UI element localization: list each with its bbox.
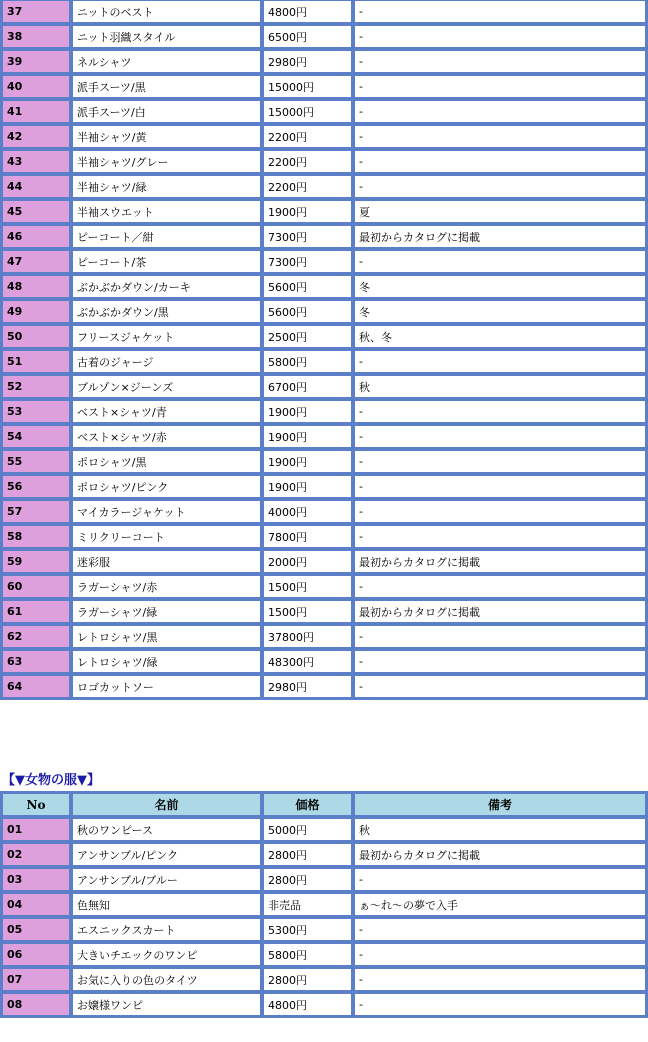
table-row bbox=[2, 375, 646, 398]
table-row bbox=[2, 225, 646, 248]
womens-clothing-table bbox=[0, 791, 648, 1018]
item-price: 1900円 bbox=[263, 400, 352, 423]
item-name: 色無知 bbox=[72, 893, 261, 916]
table-row bbox=[2, 125, 646, 148]
table-row bbox=[2, 993, 646, 1016]
table-row bbox=[2, 843, 646, 866]
table-row bbox=[2, 893, 646, 916]
item-price: 4000円 bbox=[263, 500, 352, 523]
item-name: ブルゾン×ジーンズ bbox=[72, 375, 261, 398]
item-number: 47 bbox=[2, 250, 70, 273]
item-number: 53 bbox=[2, 400, 70, 423]
table-row bbox=[2, 425, 646, 448]
item-note: - bbox=[354, 525, 646, 548]
table-row bbox=[2, 868, 646, 891]
item-price: 2200円 bbox=[263, 125, 352, 148]
table-row bbox=[2, 325, 646, 348]
item-name: ピーコート/茶 bbox=[72, 250, 261, 273]
item-name: ベスト×シャツ/赤 bbox=[72, 425, 261, 448]
table-row bbox=[2, 250, 646, 273]
table-row bbox=[2, 50, 646, 73]
table-row bbox=[2, 150, 646, 173]
item-number: 63 bbox=[2, 650, 70, 673]
item-note: - bbox=[354, 868, 646, 891]
item-number: 56 bbox=[2, 475, 70, 498]
item-number: 43 bbox=[2, 150, 70, 173]
table-row bbox=[2, 400, 646, 423]
table-row bbox=[2, 918, 646, 941]
item-number: 59 bbox=[2, 550, 70, 573]
item-note: - bbox=[354, 150, 646, 173]
item-price: 2980円 bbox=[263, 675, 352, 698]
item-name: フリースジャケット bbox=[72, 325, 261, 348]
table-row bbox=[2, 600, 646, 623]
item-note: - bbox=[354, 918, 646, 941]
item-price: 非売品 bbox=[263, 893, 352, 916]
item-note: - bbox=[354, 675, 646, 698]
item-price: 4800円 bbox=[263, 0, 352, 23]
item-number: 51 bbox=[2, 350, 70, 373]
item-name: ニットのベスト bbox=[72, 0, 261, 23]
item-note: - bbox=[354, 993, 646, 1016]
item-note: - bbox=[354, 500, 646, 523]
table-row bbox=[2, 175, 646, 198]
item-note: - bbox=[354, 968, 646, 991]
item-name: 派手スーツ/白 bbox=[72, 100, 261, 123]
item-price: 1900円 bbox=[263, 200, 352, 223]
item-name: レトロシャツ/緑 bbox=[72, 650, 261, 673]
item-price: 7300円 bbox=[263, 225, 352, 248]
item-price: 5800円 bbox=[263, 350, 352, 373]
table-row bbox=[2, 968, 646, 991]
item-number: 03 bbox=[2, 868, 70, 891]
item-note: - bbox=[354, 425, 646, 448]
item-name: ぶかぶかダウン/黒 bbox=[72, 300, 261, 323]
item-number: 44 bbox=[2, 175, 70, 198]
table-row bbox=[2, 200, 646, 223]
item-number: 08 bbox=[2, 993, 70, 1016]
item-note: - bbox=[354, 943, 646, 966]
table-row bbox=[2, 300, 646, 323]
item-name: お嬢様ワンピ bbox=[72, 993, 261, 1016]
item-name: 古着のジャージ bbox=[72, 350, 261, 373]
table-row bbox=[2, 650, 646, 673]
item-name: ピーコート／紺 bbox=[72, 225, 261, 248]
item-note: - bbox=[354, 350, 646, 373]
item-note: - bbox=[354, 250, 646, 273]
header-price: 価格 bbox=[263, 793, 352, 816]
item-price: 2200円 bbox=[263, 175, 352, 198]
table-row bbox=[2, 100, 646, 123]
item-price: 5000円 bbox=[263, 818, 352, 841]
table-row bbox=[2, 475, 646, 498]
item-number: 50 bbox=[2, 325, 70, 348]
item-name: ぶかぶかダウン/カーキ bbox=[72, 275, 261, 298]
item-number: 61 bbox=[2, 600, 70, 623]
item-number: 60 bbox=[2, 575, 70, 598]
item-price: 2800円 bbox=[263, 968, 352, 991]
item-note: - bbox=[354, 400, 646, 423]
item-name: 大きいチエックのワンピ bbox=[72, 943, 261, 966]
item-note: 冬 bbox=[354, 300, 646, 323]
item-price: 2800円 bbox=[263, 868, 352, 891]
item-number: 54 bbox=[2, 425, 70, 448]
item-number: 38 bbox=[2, 25, 70, 48]
item-note: 秋 bbox=[354, 375, 646, 398]
item-note: - bbox=[354, 625, 646, 648]
item-name: ミリクリーコート bbox=[72, 525, 261, 548]
item-name: ニット羽織スタイル bbox=[72, 25, 261, 48]
header-no: No bbox=[2, 793, 70, 816]
item-price: 37800円 bbox=[263, 625, 352, 648]
item-note: - bbox=[354, 75, 646, 98]
table-row bbox=[2, 575, 646, 598]
item-number: 57 bbox=[2, 500, 70, 523]
item-name: ラガーシャツ/緑 bbox=[72, 600, 261, 623]
item-name: アンサンブル/ブルー bbox=[72, 868, 261, 891]
item-note: 最初からカタログに掲載 bbox=[354, 843, 646, 866]
item-name: ネルシャツ bbox=[72, 50, 261, 73]
item-note: - bbox=[354, 650, 646, 673]
table-header-row bbox=[2, 793, 646, 816]
item-name: 迷彩服 bbox=[72, 550, 261, 573]
item-note: 最初からカタログに掲載 bbox=[354, 550, 646, 573]
item-note: - bbox=[354, 575, 646, 598]
item-note: - bbox=[354, 125, 646, 148]
table-row bbox=[2, 943, 646, 966]
item-price: 1500円 bbox=[263, 600, 352, 623]
item-number: 42 bbox=[2, 125, 70, 148]
item-number: 05 bbox=[2, 918, 70, 941]
item-note: 夏 bbox=[354, 200, 646, 223]
item-number: 04 bbox=[2, 893, 70, 916]
item-name: お気に入りの色のタイツ bbox=[72, 968, 261, 991]
item-name: ロゴカットソー bbox=[72, 675, 261, 698]
table-row bbox=[2, 350, 646, 373]
item-name: マイカラージャケット bbox=[72, 500, 261, 523]
item-note: 秋、冬 bbox=[354, 325, 646, 348]
item-price: 2800円 bbox=[263, 843, 352, 866]
item-price: 2200円 bbox=[263, 150, 352, 173]
item-number: 62 bbox=[2, 625, 70, 648]
item-note: - bbox=[354, 50, 646, 73]
item-number: 06 bbox=[2, 943, 70, 966]
item-price: 4800円 bbox=[263, 993, 352, 1016]
item-price: 5800円 bbox=[263, 943, 352, 966]
table-row bbox=[2, 75, 646, 98]
item-price: 2500円 bbox=[263, 325, 352, 348]
item-note: - bbox=[354, 175, 646, 198]
item-note: ぁ～れ～の夢で入手 bbox=[354, 893, 646, 916]
item-number: 46 bbox=[2, 225, 70, 248]
item-note: - bbox=[354, 100, 646, 123]
item-number: 01 bbox=[2, 818, 70, 841]
item-number: 39 bbox=[2, 50, 70, 73]
item-price: 7300円 bbox=[263, 250, 352, 273]
table-row bbox=[2, 25, 646, 48]
item-name: 派手スーツ/黒 bbox=[72, 75, 261, 98]
table-row bbox=[2, 275, 646, 298]
item-price: 6500円 bbox=[263, 25, 352, 48]
table-row bbox=[2, 625, 646, 648]
item-number: 64 bbox=[2, 675, 70, 698]
item-note: 冬 bbox=[354, 275, 646, 298]
item-price: 6700円 bbox=[263, 375, 352, 398]
table-row bbox=[2, 675, 646, 698]
item-name: レトロシャツ/黒 bbox=[72, 625, 261, 648]
item-number: 40 bbox=[2, 75, 70, 98]
item-number: 58 bbox=[2, 525, 70, 548]
item-name: エスニックスカート bbox=[72, 918, 261, 941]
item-note: 秋 bbox=[354, 818, 646, 841]
item-number: 49 bbox=[2, 300, 70, 323]
table-row bbox=[2, 0, 646, 23]
item-number: 07 bbox=[2, 968, 70, 991]
item-name: 半袖シャツ/黄 bbox=[72, 125, 261, 148]
item-price: 1900円 bbox=[263, 475, 352, 498]
item-number: 02 bbox=[2, 843, 70, 866]
item-price: 1900円 bbox=[263, 450, 352, 473]
item-note: - bbox=[354, 450, 646, 473]
item-price: 5600円 bbox=[263, 300, 352, 323]
item-number: 52 bbox=[2, 375, 70, 398]
item-price: 7800円 bbox=[263, 525, 352, 548]
item-note: - bbox=[354, 25, 646, 48]
womens-section-title: 【▼女物の服▼】 bbox=[2, 773, 100, 788]
item-price: 2980円 bbox=[263, 50, 352, 73]
item-note: - bbox=[354, 0, 646, 23]
header-name: 名前 bbox=[72, 793, 261, 816]
item-name: 秋のワンピース bbox=[72, 818, 261, 841]
item-name: アンサンブル/ピンク bbox=[72, 843, 261, 866]
item-name: 半袖スウエット bbox=[72, 200, 261, 223]
item-note: 最初からカタログに掲載 bbox=[354, 600, 646, 623]
item-number: 55 bbox=[2, 450, 70, 473]
item-number: 45 bbox=[2, 200, 70, 223]
item-number: 37 bbox=[2, 0, 70, 23]
item-name: 半袖シャツ/緑 bbox=[72, 175, 261, 198]
item-name: ベスト×シャツ/青 bbox=[72, 400, 261, 423]
item-price: 1900円 bbox=[263, 425, 352, 448]
table-row bbox=[2, 525, 646, 548]
item-number: 41 bbox=[2, 100, 70, 123]
item-price: 1500円 bbox=[263, 575, 352, 598]
table-row bbox=[2, 450, 646, 473]
item-price: 2000円 bbox=[263, 550, 352, 573]
table-row bbox=[2, 818, 646, 841]
item-name: ラガーシャツ/赤 bbox=[72, 575, 261, 598]
item-note: 最初からカタログに掲載 bbox=[354, 225, 646, 248]
item-price: 15000円 bbox=[263, 100, 352, 123]
item-price: 5300円 bbox=[263, 918, 352, 941]
item-number: 48 bbox=[2, 275, 70, 298]
item-price: 15000円 bbox=[263, 75, 352, 98]
header-note: 備考 bbox=[354, 793, 646, 816]
item-price: 48300円 bbox=[263, 650, 352, 673]
item-name: ポロシャツ/ピンク bbox=[72, 475, 261, 498]
table-row bbox=[2, 550, 646, 573]
item-name: ポロシャツ/黒 bbox=[72, 450, 261, 473]
table-row bbox=[2, 500, 646, 523]
item-note: - bbox=[354, 475, 646, 498]
item-name: 半袖シャツ/グレー bbox=[72, 150, 261, 173]
item-price: 5600円 bbox=[263, 275, 352, 298]
